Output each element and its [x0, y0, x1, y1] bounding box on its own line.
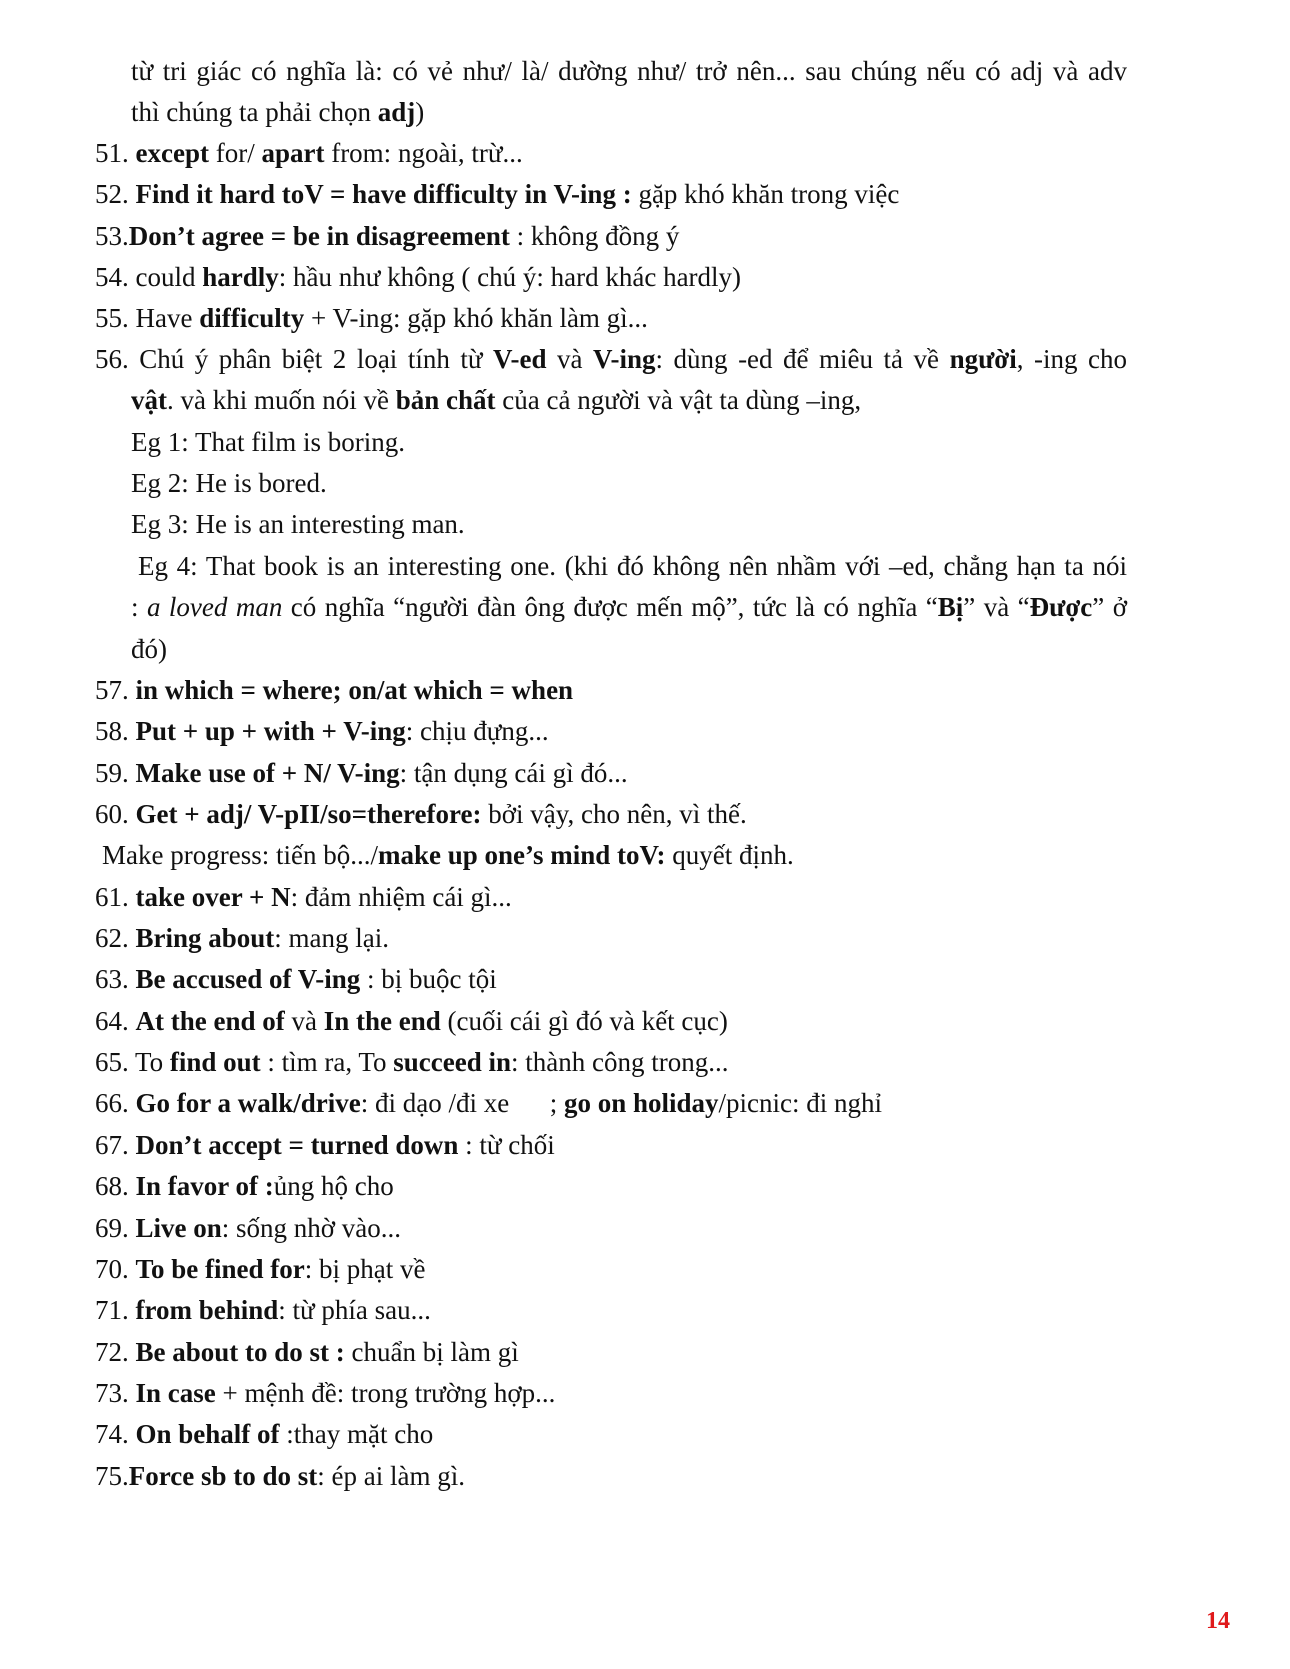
list-item-74	[95, 1417, 433, 1451]
text: Eg 2: He is bored.	[131, 468, 327, 498]
item-number: 54.	[95, 262, 136, 292]
bold-term: take over + N	[135, 882, 291, 912]
bold-term: Don’t accept = turned down	[135, 1130, 459, 1160]
text: : đi dạo /đi xe ;	[360, 1088, 564, 1118]
continuation-line-2	[131, 95, 424, 129]
list-item-61	[95, 880, 512, 914]
bold-term: Go for a walk/drive	[135, 1088, 361, 1118]
list-item-64	[95, 1004, 728, 1038]
text: ủng hộ cho	[273, 1171, 394, 1201]
list-item-55	[95, 301, 648, 335]
bold-term: make up one’s mind toV:	[377, 840, 666, 870]
item-number: 72.	[95, 1337, 136, 1367]
item-number: 60.	[95, 799, 136, 829]
item-number: 51.	[95, 138, 136, 168]
item-number: 57.	[95, 675, 136, 705]
bold-term: Be about to do st :	[135, 1337, 345, 1367]
list-item-70	[95, 1252, 426, 1286]
bold-term: Get + adj/ V-pII/so=therefore:	[135, 799, 482, 829]
text: Eg 1: That film is boring.	[131, 427, 405, 457]
list-item-60-extra	[102, 838, 794, 872]
list-item-75	[95, 1459, 465, 1493]
bold-term: Find it hard toV = have difficulty in V-ing :	[135, 179, 632, 209]
list-item-73	[95, 1376, 555, 1410]
text: (cuối cái gì đó và kết cục)	[440, 1006, 728, 1036]
item-number: 74.	[95, 1419, 136, 1449]
bold-term: except	[135, 138, 209, 168]
text: : mang lại.	[274, 923, 390, 953]
list-item-54	[95, 260, 741, 294]
text: có nghĩa “người đàn ông được mến mộ”, tức là có nghĩa “	[282, 592, 938, 622]
bold-term: Bị	[937, 592, 964, 622]
text: from: ngoài, trừ...	[324, 138, 523, 168]
item-number: 62.	[95, 923, 136, 953]
text: ” và “	[963, 592, 1030, 622]
list-item-56-cont	[131, 383, 861, 417]
list-item-57	[95, 673, 573, 707]
bold-term: Be accused of V-ing	[135, 964, 361, 994]
item-number: 53.	[95, 221, 129, 251]
text: , -ing cho	[1016, 344, 1127, 374]
item-number: 58.	[95, 716, 136, 746]
item-number: 67.	[95, 1130, 136, 1160]
item-number: 61.	[95, 882, 136, 912]
text: : thành công trong...	[511, 1047, 729, 1077]
item-number: 69.	[95, 1213, 136, 1243]
text: /picnic: đi nghỉ	[718, 1088, 883, 1118]
text: : hầu như không ( chú ý: hard khác hardly)	[278, 262, 742, 292]
text: và	[546, 344, 594, 374]
list-item-52	[95, 177, 899, 211]
text: và	[284, 1006, 324, 1036]
text: bởi vậy, cho nên, vì thế.	[481, 799, 747, 829]
text: could	[135, 262, 203, 292]
bold-term: In case	[135, 1378, 216, 1408]
list-item-56	[95, 342, 1127, 376]
list-item-69	[95, 1211, 401, 1245]
text: : bị buộc tội	[360, 964, 497, 994]
list-item-68	[95, 1169, 394, 1203]
text: : từ chối	[458, 1130, 555, 1160]
example-1	[131, 425, 405, 459]
list-item-58	[95, 714, 549, 748]
bold-term: difficulty	[199, 303, 305, 333]
example-4	[138, 549, 1127, 583]
bold-term: To be fined for	[135, 1254, 305, 1284]
bold-term: in which = where; on/at which = when	[135, 675, 574, 705]
list-item-59	[95, 756, 628, 790]
item-number: 71.	[95, 1295, 136, 1325]
bold-term: V-ing	[593, 344, 656, 374]
text: Eg 3: He is an interesting man.	[131, 509, 465, 539]
text: + V-ing: gặp khó khăn làm gì...	[304, 303, 648, 333]
list-item-65	[95, 1045, 729, 1079]
list-item-71	[95, 1293, 431, 1327]
bold-term: apart	[261, 138, 325, 168]
text: Eg 4: That book is an interesting one. (khi đó không nên nhầm với –ed, chẳng hạn ta nói	[138, 551, 1127, 581]
list-item-67	[95, 1128, 555, 1162]
text: từ tri giác có nghĩa là: có vẻ như/ là/ dường như/ trở nên... sau chúng nếu có adj và adv	[131, 56, 1127, 86]
bold-term: Put + up + with + V-ing	[135, 716, 406, 746]
bold-term: Được	[1029, 592, 1093, 622]
bold-term: adj	[377, 97, 416, 127]
bold-term: người	[949, 344, 1017, 374]
text: : không đồng ý	[509, 221, 680, 251]
bold-term: At the end of	[135, 1006, 285, 1036]
list-item-51	[95, 136, 523, 170]
text: Chú ý phân biệt 2 loại tính từ	[139, 344, 493, 374]
bold-term: go on holiday	[563, 1088, 719, 1118]
example-2	[131, 466, 327, 500]
bold-term: Force sb to do st	[128, 1461, 318, 1491]
text: :	[131, 592, 147, 622]
bold-term: find out	[169, 1047, 261, 1077]
text: quyết định.	[665, 840, 794, 870]
bold-term: On behalf of	[135, 1419, 280, 1449]
text: gặp khó khăn trong việc	[631, 179, 900, 209]
bold-term: bản chất	[395, 385, 496, 415]
bold-term: Live on	[135, 1213, 222, 1243]
bold-term: Don’t agree = be in disagreement	[128, 221, 510, 251]
item-number: 64.	[95, 1006, 136, 1036]
item-number: 52.	[95, 179, 136, 209]
item-number: 59.	[95, 758, 136, 788]
item-number: 65.	[95, 1047, 136, 1077]
example-3	[131, 507, 465, 541]
text: chuẩn bị làm gì	[344, 1337, 519, 1367]
item-number: 70.	[95, 1254, 136, 1284]
text: : đảm nhiệm cái gì...	[290, 882, 512, 912]
text: đó)	[131, 634, 167, 664]
item-number: 55.	[95, 303, 136, 333]
text: : bị phạt về	[304, 1254, 426, 1284]
bold-term: succeed in	[393, 1047, 512, 1077]
text: Have	[135, 303, 200, 333]
text: :thay mặt cho	[279, 1419, 434, 1449]
list-item-63	[95, 962, 497, 996]
list-item-72	[95, 1335, 519, 1369]
text: của cả người và vật ta dùng –ing,	[495, 385, 862, 415]
bold-term: Bring about	[135, 923, 275, 953]
item-number: 56.	[95, 344, 140, 374]
item-number: 63.	[95, 964, 136, 994]
bold-term: V-ed	[493, 344, 547, 374]
text: : từ phía sau...	[278, 1295, 431, 1325]
text: : chịu đựng...	[405, 716, 549, 746]
text: To	[135, 1047, 170, 1077]
italic-phrase: a loved man	[146, 592, 283, 622]
list-item-53	[95, 219, 679, 253]
bold-term: vật	[131, 385, 167, 415]
bold-term: from behind	[135, 1295, 279, 1325]
bold-term: hardly	[202, 262, 279, 292]
text: . và khi muốn nói về	[167, 385, 396, 415]
list-item-60	[95, 797, 747, 831]
text: thì chúng ta phải chọn	[131, 97, 378, 127]
text: ” ở	[1092, 592, 1127, 622]
item-number: 73.	[95, 1378, 136, 1408]
item-number: 66.	[95, 1088, 136, 1118]
page-number: 14	[1206, 1608, 1230, 1634]
text: : ép ai làm gì.	[317, 1461, 465, 1491]
text: : sống nhờ vào...	[221, 1213, 402, 1243]
text: Make progress: tiến bộ.../	[102, 840, 378, 870]
example-4-end	[131, 632, 167, 666]
text: )	[415, 97, 425, 127]
bold-term: In the end	[323, 1006, 441, 1036]
text: for/	[208, 138, 262, 168]
text: : tìm ra, To	[260, 1047, 394, 1077]
item-number: 68.	[95, 1171, 136, 1201]
text: : tận dụng cái gì đó...	[399, 758, 628, 788]
text: : dùng -ed để miêu tả về	[655, 344, 950, 374]
bold-term: In favor of :	[135, 1171, 274, 1201]
list-item-66	[95, 1086, 882, 1120]
example-4-cont	[131, 590, 1127, 624]
item-number: 75.	[95, 1461, 129, 1491]
bold-term: Make use of + N/ V-ing	[135, 758, 400, 788]
continuation-line-1	[131, 54, 1127, 88]
text: + mệnh đề: trong trường hợp...	[215, 1378, 556, 1408]
list-item-62	[95, 921, 389, 955]
